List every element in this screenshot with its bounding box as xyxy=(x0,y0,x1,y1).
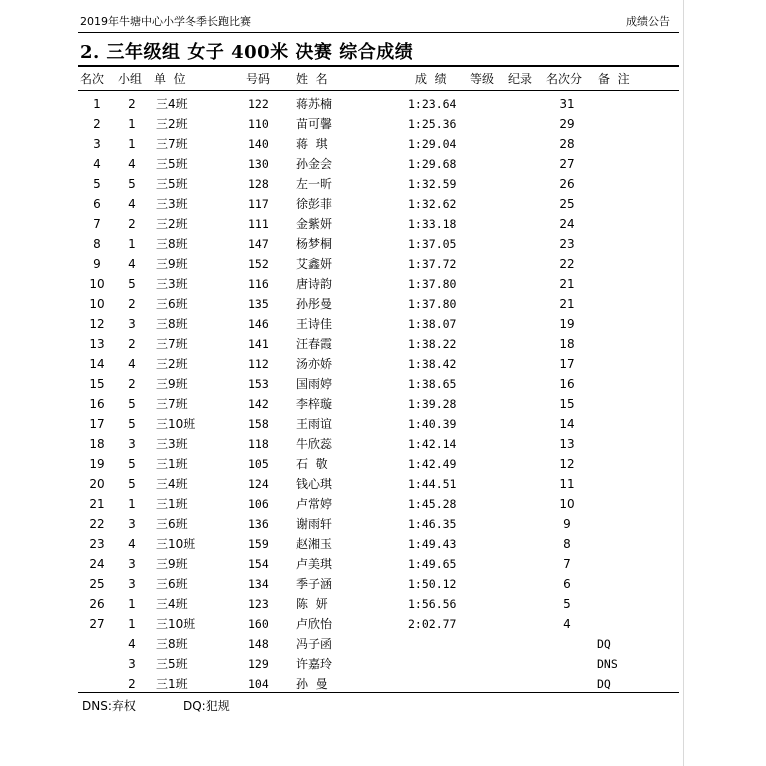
time-cell: 1:37.72 xyxy=(408,257,457,271)
bib-cell: 122 xyxy=(248,97,269,111)
group-cell: 2 xyxy=(128,677,136,691)
table-row xyxy=(0,214,683,234)
class-cell: 三8班 xyxy=(156,237,188,251)
class-cell: 三8班 xyxy=(156,637,188,651)
group-cell: 4 xyxy=(128,197,136,211)
points-cell: 8 xyxy=(563,537,571,551)
col-bib: 号码 xyxy=(246,72,271,86)
rank-cell: 13 xyxy=(89,337,105,351)
class-cell: 三4班 xyxy=(156,97,188,111)
table-row xyxy=(0,314,683,334)
time-cell: 1:38.07 xyxy=(408,317,457,331)
name-cell: 孙金会 xyxy=(296,157,333,171)
rank-cell: 27 xyxy=(89,617,105,631)
class-cell: 三10班 xyxy=(156,617,196,631)
bib-cell: 117 xyxy=(248,197,269,211)
class-cell: 三6班 xyxy=(156,517,188,531)
group-cell: 5 xyxy=(128,477,136,491)
name-cell: 汤亦娇 xyxy=(296,357,333,371)
rank-cell: 15 xyxy=(89,377,105,391)
points-cell: 26 xyxy=(559,177,575,191)
group-cell: 5 xyxy=(128,417,136,431)
class-cell: 三9班 xyxy=(156,377,188,391)
bib-cell: 159 xyxy=(248,537,269,551)
points-cell: 28 xyxy=(559,137,575,151)
bib-cell: 130 xyxy=(248,157,269,171)
name-cell: 王雨谊 xyxy=(296,417,333,431)
class-cell: 三2班 xyxy=(156,217,188,231)
name-cell: 唐诗韵 xyxy=(296,277,333,291)
page-title: 2. 三年级组 女子 400米 决赛 综合成绩 xyxy=(80,42,414,63)
class-cell: 三4班 xyxy=(156,477,188,491)
rank-cell: 12 xyxy=(89,317,105,331)
table-row xyxy=(0,494,683,514)
table-row xyxy=(0,294,683,314)
class-cell: 三9班 xyxy=(156,557,188,571)
time-cell: 1:29.68 xyxy=(408,157,457,171)
group-cell: 1 xyxy=(128,497,136,511)
group-cell: 5 xyxy=(128,457,136,471)
name-cell: 李梓璇 xyxy=(296,397,333,411)
table-row xyxy=(0,654,683,674)
rank-cell: 17 xyxy=(89,417,105,431)
rank-cell: 22 xyxy=(89,517,105,531)
note-cell: DQ xyxy=(597,677,611,691)
group-cell: 1 xyxy=(128,237,136,251)
time-cell: 1:37.05 xyxy=(408,237,457,251)
name-cell: 冯子函 xyxy=(296,637,333,651)
points-cell: 24 xyxy=(559,217,575,231)
points-cell: 11 xyxy=(559,477,575,491)
footer-dq-legend: DQ:犯规 xyxy=(183,699,230,713)
group-cell: 1 xyxy=(128,137,136,151)
rank-cell: 7 xyxy=(93,217,101,231)
points-cell: 10 xyxy=(559,497,575,511)
table-row xyxy=(0,194,683,214)
rank-cell: 20 xyxy=(89,477,105,491)
time-cell: 1:37.80 xyxy=(408,297,457,311)
bib-cell: 147 xyxy=(248,237,269,251)
class-cell: 三6班 xyxy=(156,297,188,311)
col-rank: 名次 xyxy=(80,72,105,86)
rank-cell: 5 xyxy=(93,177,101,191)
bib-cell: 148 xyxy=(248,637,269,651)
group-cell: 3 xyxy=(128,577,136,591)
points-cell: 7 xyxy=(563,557,571,571)
time-cell: 1:42.14 xyxy=(408,437,457,451)
class-cell: 三1班 xyxy=(156,497,188,511)
time-cell: 1:38.65 xyxy=(408,377,457,391)
time-cell: 1:40.39 xyxy=(408,417,457,431)
points-cell: 21 xyxy=(559,297,575,311)
bib-cell: 141 xyxy=(248,337,269,351)
time-cell: 1:44.51 xyxy=(408,477,457,491)
bib-cell: 134 xyxy=(248,577,269,591)
rank-cell: 3 xyxy=(93,137,101,151)
points-cell: 16 xyxy=(559,377,575,391)
col-record: 纪录 xyxy=(508,72,533,86)
column-header-rule xyxy=(78,90,679,91)
name-cell: 许嘉玲 xyxy=(296,657,333,671)
time-cell: 1:25.36 xyxy=(408,117,457,131)
table-row xyxy=(0,254,683,274)
col-unit: 单 位 xyxy=(154,72,186,86)
time-cell: 1:38.22 xyxy=(408,337,457,351)
group-cell: 1 xyxy=(128,117,136,131)
table-row xyxy=(0,574,683,594)
points-cell: 9 xyxy=(563,517,571,531)
group-cell: 2 xyxy=(128,337,136,351)
col-level: 等级 xyxy=(470,72,495,86)
name-cell: 国雨婷 xyxy=(296,377,333,391)
event-name: 2019年牛塘中心小学冬季长跑比赛 xyxy=(80,15,251,28)
rank-cell: 10 xyxy=(89,297,105,311)
bib-cell: 136 xyxy=(248,517,269,531)
rank-cell: 19 xyxy=(89,457,105,471)
bib-cell: 129 xyxy=(248,657,269,671)
col-score: 成 绩 xyxy=(415,72,447,86)
class-cell: 三1班 xyxy=(156,457,188,471)
name-cell: 赵湘玉 xyxy=(296,537,333,551)
group-cell: 3 xyxy=(128,437,136,451)
table-row xyxy=(0,534,683,554)
points-cell: 21 xyxy=(559,277,575,291)
table-row xyxy=(0,614,683,634)
footer-dns-legend: DNS:弃权 xyxy=(82,699,136,713)
page-edge-line xyxy=(683,0,684,766)
table-row xyxy=(0,234,683,254)
points-cell: 13 xyxy=(559,437,575,451)
points-cell: 14 xyxy=(559,417,575,431)
rank-cell: 1 xyxy=(93,97,101,111)
time-cell: 1:39.28 xyxy=(408,397,457,411)
time-cell: 1:45.28 xyxy=(408,497,457,511)
table-row xyxy=(0,274,683,294)
bib-cell: 153 xyxy=(248,377,269,391)
name-cell: 蒋苏楠 xyxy=(296,97,333,111)
points-cell: 6 xyxy=(563,577,571,591)
time-cell: 1:23.64 xyxy=(408,97,457,111)
note-cell: DQ xyxy=(597,637,611,651)
points-cell: 29 xyxy=(559,117,575,131)
class-cell: 三1班 xyxy=(156,677,188,691)
group-cell: 2 xyxy=(128,377,136,391)
name-cell: 苗可馨 xyxy=(296,117,333,131)
name-cell: 卢欣怡 xyxy=(296,617,333,631)
time-cell: 1:29.04 xyxy=(408,137,457,151)
name-cell: 汪春霞 xyxy=(296,337,333,351)
bib-cell: 158 xyxy=(248,417,269,431)
points-cell: 15 xyxy=(559,397,575,411)
name-cell: 左一昕 xyxy=(296,177,333,191)
bib-cell: 106 xyxy=(248,497,269,511)
time-cell: 1:38.42 xyxy=(408,357,457,371)
bib-cell: 105 xyxy=(248,457,269,471)
time-cell: 1:49.65 xyxy=(408,557,457,571)
bib-cell: 116 xyxy=(248,277,269,291)
class-cell: 三7班 xyxy=(156,397,188,411)
group-cell: 5 xyxy=(128,397,136,411)
bib-cell: 112 xyxy=(248,357,269,371)
rank-cell: 9 xyxy=(93,257,101,271)
table-row xyxy=(0,394,683,414)
group-cell: 1 xyxy=(128,617,136,631)
bib-cell: 124 xyxy=(248,477,269,491)
time-cell: 1:37.80 xyxy=(408,277,457,291)
table-bottom-rule xyxy=(78,692,679,693)
time-cell: 1:56.56 xyxy=(408,597,457,611)
name-cell: 王诗佳 xyxy=(296,317,333,331)
points-cell: 4 xyxy=(563,617,571,631)
points-cell: 31 xyxy=(559,97,575,111)
name-cell: 牛欣蕊 xyxy=(296,437,333,451)
rank-cell: 6 xyxy=(93,197,101,211)
time-cell: 2:02.77 xyxy=(408,617,457,631)
announcement-label: 成绩公告 xyxy=(626,15,670,28)
rank-cell: 25 xyxy=(89,577,105,591)
table-row xyxy=(0,414,683,434)
bib-cell: 160 xyxy=(248,617,269,631)
time-cell: 1:32.59 xyxy=(408,177,457,191)
note-cell: DNS xyxy=(597,657,618,671)
points-cell: 18 xyxy=(559,337,575,351)
bib-cell: 140 xyxy=(248,137,269,151)
table-row xyxy=(0,554,683,574)
class-cell: 三5班 xyxy=(156,177,188,191)
rank-cell: 14 xyxy=(89,357,105,371)
rank-cell: 23 xyxy=(89,537,105,551)
table-row xyxy=(0,114,683,134)
table-row xyxy=(0,474,683,494)
name-cell: 孙 曼 xyxy=(296,677,328,691)
rank-cell: 4 xyxy=(93,157,101,171)
group-cell: 5 xyxy=(128,177,136,191)
table-row xyxy=(0,134,683,154)
table-row xyxy=(0,94,683,114)
bib-cell: 146 xyxy=(248,317,269,331)
name-cell: 季子涵 xyxy=(296,577,333,591)
group-cell: 4 xyxy=(128,537,136,551)
bib-cell: 135 xyxy=(248,297,269,311)
col-points: 名次分 xyxy=(546,72,583,86)
time-cell: 1:50.12 xyxy=(408,577,457,591)
name-cell: 徐彭菲 xyxy=(296,197,333,211)
class-cell: 三3班 xyxy=(156,437,188,451)
table-row xyxy=(0,514,683,534)
table-row xyxy=(0,634,683,654)
col-note: 备 注 xyxy=(598,72,630,86)
group-cell: 4 xyxy=(128,637,136,651)
name-cell: 卢美琪 xyxy=(296,557,333,571)
class-cell: 三3班 xyxy=(156,277,188,291)
group-cell: 2 xyxy=(128,97,136,111)
class-cell: 三10班 xyxy=(156,537,196,551)
rank-cell: 2 xyxy=(93,117,101,131)
points-cell: 19 xyxy=(559,317,575,331)
group-cell: 3 xyxy=(128,517,136,531)
group-cell: 1 xyxy=(128,597,136,611)
group-cell: 5 xyxy=(128,277,136,291)
col-name: 姓 名 xyxy=(296,72,328,86)
time-cell: 1:42.49 xyxy=(408,457,457,471)
rank-cell: 18 xyxy=(89,437,105,451)
time-cell: 1:49.43 xyxy=(408,537,457,551)
class-cell: 三7班 xyxy=(156,137,188,151)
group-cell: 4 xyxy=(128,257,136,271)
name-cell: 卢常婷 xyxy=(296,497,333,511)
bib-cell: 110 xyxy=(248,117,269,131)
class-cell: 三5班 xyxy=(156,157,188,171)
class-cell: 三9班 xyxy=(156,257,188,271)
name-cell: 蒋 琪 xyxy=(296,137,328,151)
time-cell: 1:46.35 xyxy=(408,517,457,531)
class-cell: 三6班 xyxy=(156,577,188,591)
group-cell: 2 xyxy=(128,297,136,311)
points-cell: 17 xyxy=(559,357,575,371)
class-cell: 三3班 xyxy=(156,197,188,211)
class-cell: 三7班 xyxy=(156,337,188,351)
group-cell: 3 xyxy=(128,557,136,571)
bib-cell: 123 xyxy=(248,597,269,611)
bib-cell: 111 xyxy=(248,217,269,231)
bib-cell: 128 xyxy=(248,177,269,191)
points-cell: 22 xyxy=(559,257,575,271)
table-row xyxy=(0,454,683,474)
rank-cell: 24 xyxy=(89,557,105,571)
table-row xyxy=(0,374,683,394)
rank-cell: 10 xyxy=(89,277,105,291)
name-cell: 孙彤曼 xyxy=(296,297,333,311)
class-cell: 三4班 xyxy=(156,597,188,611)
rank-cell: 26 xyxy=(89,597,105,611)
group-cell: 3 xyxy=(128,317,136,331)
bib-cell: 142 xyxy=(248,397,269,411)
name-cell: 杨梦桐 xyxy=(296,237,333,251)
time-cell: 1:32.62 xyxy=(408,197,457,211)
points-cell: 12 xyxy=(559,457,575,471)
group-cell: 4 xyxy=(128,157,136,171)
points-cell: 23 xyxy=(559,237,575,251)
name-cell: 谢雨轩 xyxy=(296,517,333,531)
header-rule xyxy=(78,32,679,33)
group-cell: 4 xyxy=(128,357,136,371)
name-cell: 艾鑫妍 xyxy=(296,257,333,271)
table-row xyxy=(0,674,683,694)
table-row xyxy=(0,334,683,354)
table-row xyxy=(0,434,683,454)
name-cell: 陈 妍 xyxy=(296,597,328,611)
table-row xyxy=(0,154,683,174)
table-row xyxy=(0,354,683,374)
points-cell: 5 xyxy=(563,597,571,611)
name-cell: 金紫妍 xyxy=(296,217,333,231)
title-rule xyxy=(78,65,679,67)
points-cell: 27 xyxy=(559,157,575,171)
class-cell: 三10班 xyxy=(156,417,196,431)
name-cell: 钱心琪 xyxy=(296,477,333,491)
bib-cell: 152 xyxy=(248,257,269,271)
bib-cell: 104 xyxy=(248,677,269,691)
time-cell: 1:33.18 xyxy=(408,217,457,231)
bib-cell: 118 xyxy=(248,437,269,451)
class-cell: 三2班 xyxy=(156,357,188,371)
table-row xyxy=(0,174,683,194)
group-cell: 2 xyxy=(128,217,136,231)
bib-cell: 154 xyxy=(248,557,269,571)
points-cell: 25 xyxy=(559,197,575,211)
name-cell: 石 敬 xyxy=(296,457,328,471)
class-cell: 三8班 xyxy=(156,317,188,331)
col-group: 小组 xyxy=(118,72,143,86)
class-cell: 三5班 xyxy=(156,657,188,671)
rank-cell: 8 xyxy=(93,237,101,251)
rank-cell: 21 xyxy=(89,497,105,511)
table-row xyxy=(0,594,683,614)
rank-cell: 16 xyxy=(89,397,105,411)
class-cell: 三2班 xyxy=(156,117,188,131)
group-cell: 3 xyxy=(128,657,136,671)
